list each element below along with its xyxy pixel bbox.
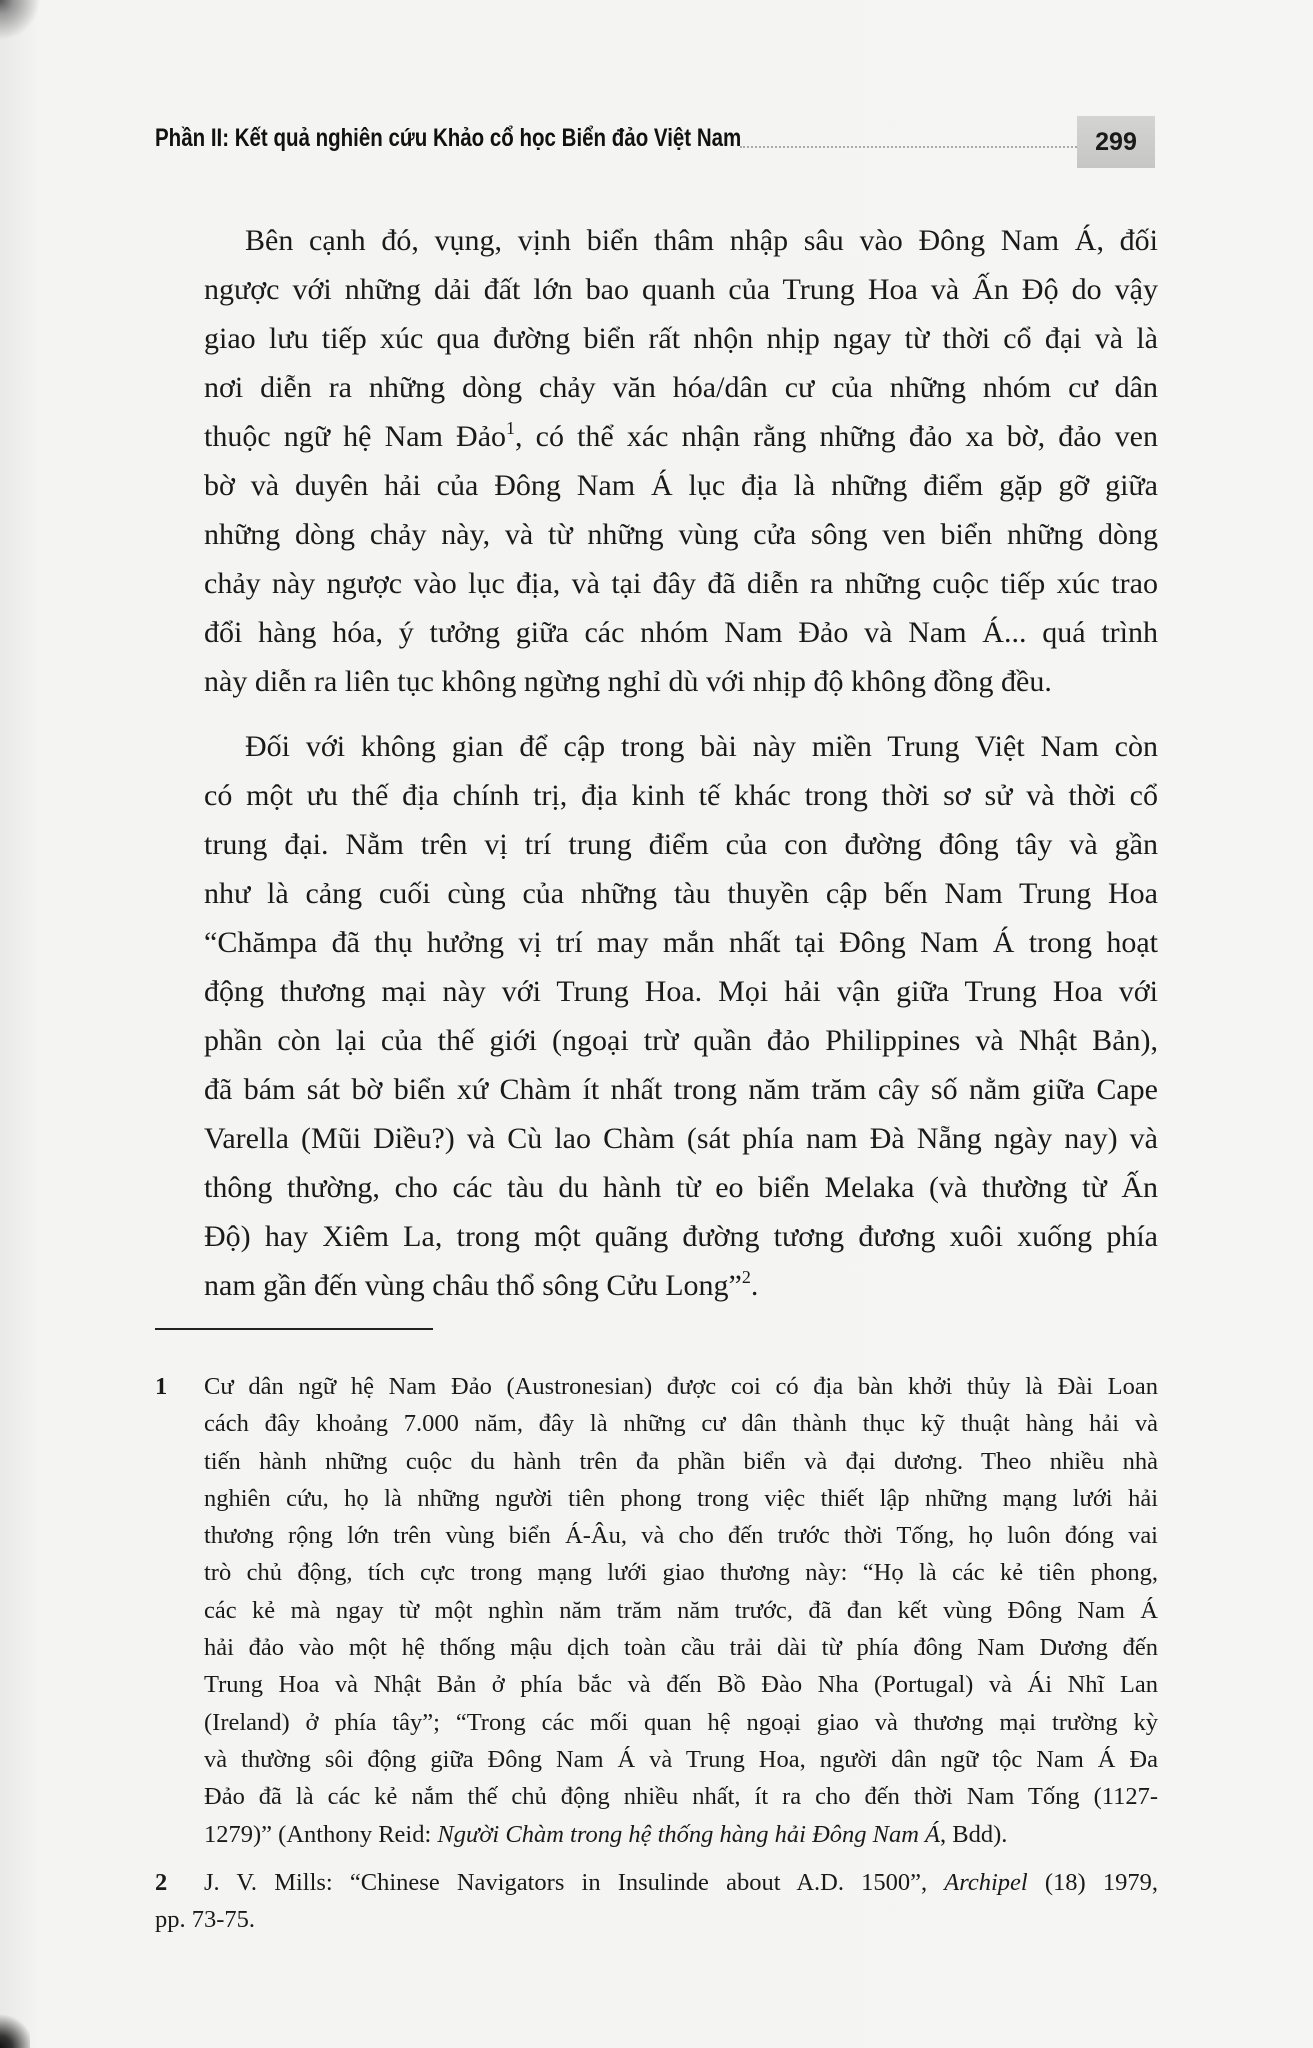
footnote-1 bbox=[155, 1368, 1158, 1853]
text-line bbox=[204, 412, 1158, 461]
text-line: trung đại. Nằm trên vị trí trung điểm của con đường đông tây và gần bbox=[204, 828, 1158, 861]
paragraph-2 bbox=[204, 722, 1158, 1310]
text-line bbox=[204, 1261, 1158, 1310]
footnote-separator bbox=[155, 1328, 433, 1330]
text-line: chảy này ngược vào lục địa, và tại đây đã diễn ra những cuộc tiếp xúc trao bbox=[204, 567, 1158, 600]
footnote-line: các kẻ mà ngay từ một nghìn năm trăm năm trước, đã đan kết vùng Đông Nam Á bbox=[204, 1596, 1158, 1624]
text-segment: . bbox=[750, 1269, 759, 1302]
footnote-line: và thường sôi động giữa Đông Nam Á và Trung Hoa, người dân ngữ tộc Nam Á Đa bbox=[204, 1745, 1158, 1773]
footnote-line: pp. 73-75. bbox=[155, 1906, 256, 1934]
text-line: thông thường, cho các tàu du hành từ eo biển Melaka (và thường từ Ấn bbox=[204, 1171, 1158, 1204]
text-line: đổi hàng hóa, ý tưởng giữa các nhóm Nam Đảo và Nam Á... quá trình bbox=[204, 616, 1158, 649]
text-segment: (18) 1979, bbox=[1027, 1869, 1158, 1896]
header-rule bbox=[740, 146, 1077, 148]
footnote-line: Đảo đã là các kẻ nắm thế chủ động nhiều nhất, ít ra cho đến thời Nam Tống (1127- bbox=[204, 1783, 1158, 1811]
page-corner-shadow bbox=[0, 2008, 30, 2048]
text-line: như là cảng cuối cùng của những tàu thuyền cập bến Nam Trung Hoa bbox=[204, 877, 1158, 910]
running-header bbox=[155, 122, 1155, 162]
footnote-number: 2 bbox=[155, 1869, 168, 1896]
text-line: bờ và duyên hải của Đông Nam Á lục địa là những điểm gặp gỡ giữa bbox=[204, 469, 1158, 502]
footnote-line: Trung Hoa và Nhật Bản ở phía bắc và đến Bồ Đào Nha (Portugal) và Ái Nhĩ Lan bbox=[204, 1671, 1158, 1699]
text-line: “Chămpa đã thụ hưởng vị trí may mắn nhất tại Đông Nam Á trong hoạt bbox=[204, 926, 1158, 959]
section-title: Phần II: Kết quả nghiên cứu Khảo cổ học Biển đảo Việt Nam bbox=[155, 124, 742, 152]
footnote-line: Cư dân ngữ hệ Nam Đảo (Austronesian) được coi có địa bàn khởi thủy là Đài Loan bbox=[204, 1373, 1158, 1400]
paragraph-1 bbox=[204, 216, 1158, 706]
text-segment: J. V. Mills: “Chinese Navigators in Insulinde about A.D. 1500”, bbox=[204, 1869, 945, 1896]
footnote-line: tiến hành những cuộc du hành trên đa phần biển và đại dương. Theo nhiều nhà bbox=[204, 1447, 1158, 1475]
text-segment: nam gần đến vùng châu thổ sông Cửu Long” bbox=[204, 1269, 742, 1302]
text-line: này diễn ra liên tục không ngừng nghỉ dù với nhịp độ không đồng đều. bbox=[204, 665, 1052, 698]
footnote-ref-2[interactable]: 2 bbox=[741, 1267, 751, 1287]
footnote-ref-1[interactable]: 1 bbox=[506, 418, 516, 438]
text-line: có một ưu thế địa chính trị, địa kinh tế khác trong thời sơ sử và thời cổ bbox=[204, 779, 1158, 812]
footnote-line: hải đảo vào một hệ thống mậu dịch toàn cầu trải dài từ phía đông Nam Dương đến bbox=[204, 1634, 1158, 1662]
text-line: động thương mại này với Trung Hoa. Mọi hải vận giữa Trung Hoa với bbox=[204, 975, 1158, 1008]
footnote-line bbox=[204, 1816, 1158, 1853]
text-line: ngược với những dải đất lớn bao quanh của Trung Hoa và Ấn Độ do vậy bbox=[204, 273, 1158, 306]
cited-journal: Archipel bbox=[944, 1869, 1028, 1896]
text-line: Bên cạnh đó, vụng, vịnh biển thâm nhập sâu vào Đông Nam Á, đối bbox=[245, 224, 1158, 257]
text-line: những dòng chảy này, và từ những vùng cửa sông ven biển những dòng bbox=[204, 518, 1158, 551]
text-line: Độ) hay Xiêm La, trong một quãng đường tương đương xuôi xuống phía bbox=[204, 1220, 1158, 1253]
text-segment: 1279)” (Anthony Reid: bbox=[204, 1820, 438, 1848]
cited-title: Người Chàm trong hệ thống hàng hải Đông Nam Á bbox=[437, 1820, 941, 1848]
text-line: đã bám sát bờ biển xứ Chàm ít nhất trong năm trăm cây số nằm giữa Cape bbox=[204, 1073, 1158, 1106]
footnote-line: trò chủ động, tích cực trong mạng lưới giao thương này: “Họ là các kẻ tiên phong, bbox=[204, 1559, 1158, 1587]
text-line: giao lưu tiếp xúc qua đường biển rất nhộn nhịp ngay từ thời cổ đại và là bbox=[204, 322, 1158, 355]
text-line: phần còn lại của thế giới (ngoại trừ quần đảo Philippines và Nhật Bản), bbox=[204, 1024, 1158, 1057]
footnote-line: thương rộng lớn trên vùng biển Á-Âu, và cho đến trước thời Tống, họ luôn đóng vai bbox=[204, 1522, 1158, 1550]
text-line: Varella (Mũi Diều?) và Cù lao Chàm (sát phía nam Đà Nẵng ngày nay) và bbox=[204, 1122, 1158, 1155]
footnote-line: cách đây khoảng 7.000 năm, đây là những cư dân thành thục kỹ thuật hàng hải và bbox=[204, 1410, 1158, 1438]
page-corner-shadow bbox=[0, 0, 40, 40]
footnote-line bbox=[204, 1864, 1158, 1901]
footnote-2 bbox=[155, 1864, 1158, 1939]
page-number: 299 bbox=[1077, 116, 1155, 168]
text-segment: , có thể xác nhận rằng những đảo xa bờ, đảo ven bbox=[515, 420, 1158, 453]
text-segment: , Bdd). bbox=[940, 1820, 1008, 1848]
footnote-line: nghiên cứu, họ là những người tiên phong trong việc thiết lập những mạng lưới hải bbox=[204, 1484, 1158, 1512]
text-line: Đối với không gian để cập trong bài này miền Trung Việt Nam còn bbox=[245, 730, 1158, 763]
footnote-line: (Ireland) ở phía tây”; “Trong các mối quan hệ ngoại giao và thương mại trường kỳ bbox=[204, 1708, 1158, 1736]
text-segment: thuộc ngữ hệ Nam Đảo bbox=[204, 420, 507, 453]
footnote-number: 1 bbox=[155, 1373, 168, 1400]
text-line: nơi diễn ra những dòng chảy văn hóa/dân cư của những nhóm cư dân bbox=[204, 371, 1158, 404]
